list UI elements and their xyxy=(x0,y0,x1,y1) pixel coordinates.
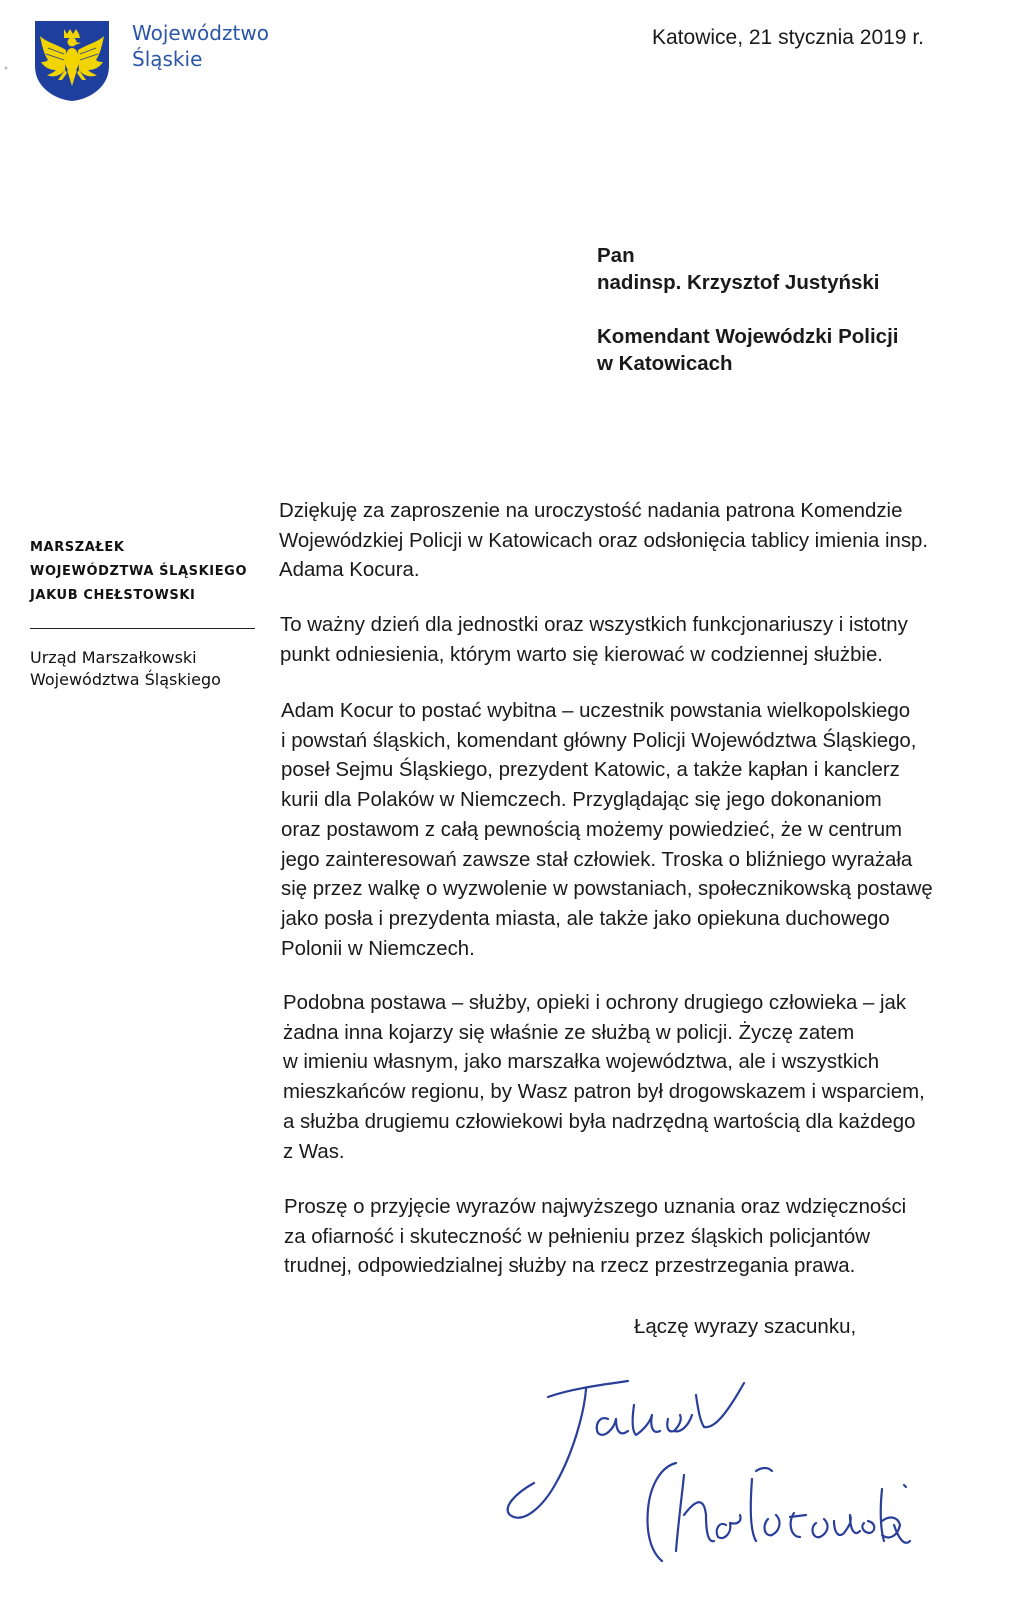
body-line: Dziękuję za zaproszenie na uroczystość nadania patrona Komendzie xyxy=(279,500,903,522)
org-name-line1: Województwo xyxy=(132,21,269,45)
sender-divider xyxy=(30,628,255,629)
body-line: jako posła i prezydenta miasta, ale także jako opiekuna duchowego xyxy=(281,907,890,930)
addressee-salutation: Pan xyxy=(597,244,635,267)
addressee-block xyxy=(597,242,898,377)
body-line: poseł Sejmu Śląskiego, prezydent Katowic, a także kapłan i kanclerz xyxy=(281,759,900,782)
body-line: żadna inna kojarzy się właśnie ze służbą w policji. Życzę zatem xyxy=(283,1021,855,1044)
body-line: jego zainteresowań zawsze stał człowiek. Troska o bliźniego wyrażała xyxy=(281,848,913,871)
body-line: Adam Kocur to postać wybitna – uczestnik powstania wielkopolskiego xyxy=(281,700,911,722)
body-paragraph-5 xyxy=(284,1193,906,1282)
body-line: z Was. xyxy=(283,1140,345,1163)
sender-block xyxy=(30,536,255,691)
signature-icon xyxy=(500,1375,920,1575)
addressee-location: w Katowicach xyxy=(597,352,733,375)
body-line: Podobna postawa – służby, opieki i ochrony drugiego człowieka – jak xyxy=(283,992,907,1014)
org-name-line2: Śląskie xyxy=(132,47,203,71)
sender-title-line: JAKUB CHEŁSTOWSKI xyxy=(30,588,196,603)
sender-office xyxy=(30,647,255,691)
addressee-position: Komendant Wojewódzki Policji xyxy=(597,325,899,348)
sender-title-line: WOJEWÓDZTWA ŚLĄSKIEGO xyxy=(30,564,248,579)
body-paragraph-1 xyxy=(279,497,928,586)
letter-date: Katowice, 21 stycznia 2019 r. xyxy=(652,26,924,49)
body-paragraph-3 xyxy=(281,697,933,964)
coat-of-arms-icon xyxy=(34,20,110,102)
org-name xyxy=(132,20,269,72)
body-line: mieszkańców regionu, by Wasz patron był drogowskazem i wsparciem, xyxy=(283,1081,925,1104)
body-line: i powstań śląskich, komendant główny Policji Województwa Śląskiego, xyxy=(281,729,917,752)
body-line: Wojewódzkiej Policji w Katowicach oraz odsłonięcia tablicy imienia insp. xyxy=(279,529,929,552)
body-line: punkt odniesienia, którym warto się kierować w codziennej służbie. xyxy=(280,643,883,666)
sender-title xyxy=(30,536,255,608)
body-line: kurii dla Polaków w Niemczech. Przyglądając się jego dokonaniom xyxy=(281,789,882,812)
sender-office-line: Urząd Marszałkowski xyxy=(30,648,197,667)
sender-office-line: Województwa Śląskiego xyxy=(30,670,221,689)
body-line: a służba drugiemu człowiekowi była nadrzędną wartością dla każdego xyxy=(283,1110,916,1133)
body-line: Polonii w Niemczech. xyxy=(281,937,475,960)
body-line: trudnej, odpowiedzialnej służby na rzecz przestrzegania prawa. xyxy=(284,1255,856,1278)
body-paragraph-4 xyxy=(283,989,925,1167)
closing-phrase: Łączę wyrazy szacunku, xyxy=(634,1315,857,1338)
body-paragraph-2 xyxy=(280,611,908,670)
body-line: oraz postawom z całą pewnością możemy powiedzieć, że w centrum xyxy=(281,818,903,841)
body-line: Proszę o przyjęcie wyrazów najwyższego uznania oraz wdzięczności xyxy=(284,1196,907,1218)
body-line: się przez walkę o wyzwolenie w powstaniach, społecznikowską postawę xyxy=(281,878,933,901)
body-line: Adama Kocura. xyxy=(279,559,420,582)
sender-title-line: MARSZAŁEK xyxy=(30,540,125,555)
body-line: To ważny dzień dla jednostki oraz wszystkich funkcjonariuszy i istotny xyxy=(280,614,908,636)
body-line: w imieniu własnym, jako marszałka województwa, ale i wszystkich xyxy=(283,1051,880,1074)
body-line: za ofiarność i skuteczność w pełnieniu przez śląskich policjantów xyxy=(284,1225,870,1248)
addressee-name: nadinsp. Krzysztof Justyński xyxy=(597,271,880,294)
scan-speck-icon xyxy=(2,64,10,72)
